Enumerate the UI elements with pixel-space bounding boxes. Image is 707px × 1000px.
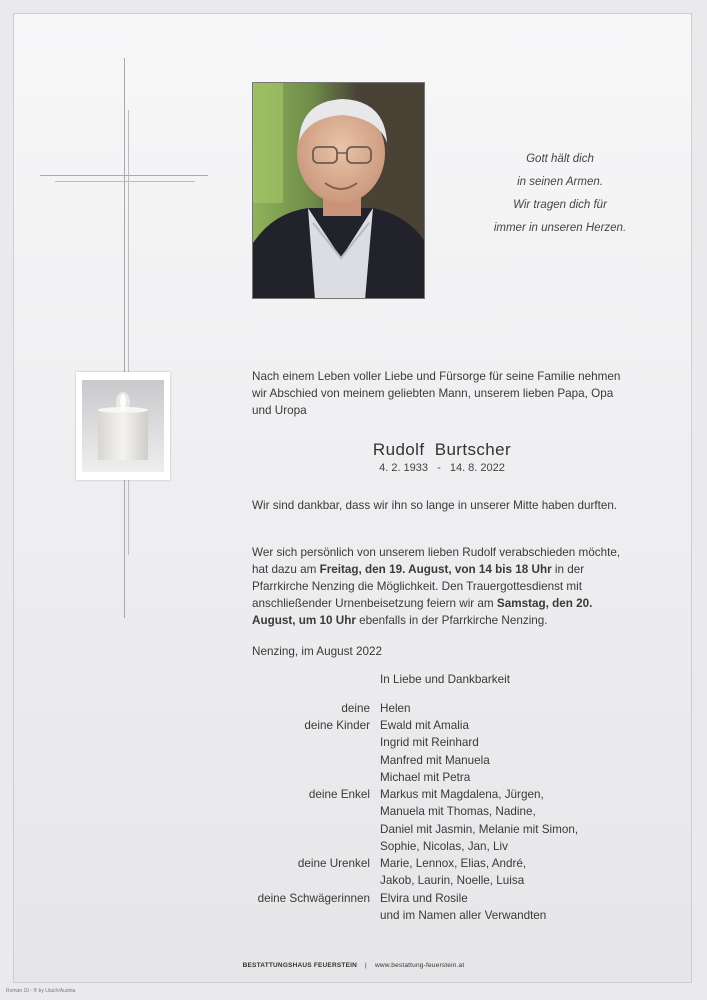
farewell-text bbox=[252, 544, 632, 629]
family-member: Markus mit Magdalena, Jürgen, bbox=[380, 788, 544, 801]
family-row bbox=[180, 857, 640, 874]
farewell-viewing-time: Freitag, den 19. August, von 14 bis 18 Uhr bbox=[319, 563, 552, 576]
family-row bbox=[180, 771, 640, 788]
family-row bbox=[180, 805, 640, 822]
family-role: deine Urenkel bbox=[297, 857, 370, 870]
family-member: Elvira und Rosile bbox=[380, 892, 468, 905]
family-member: Marie, Lennox, Elias, André, bbox=[380, 857, 527, 870]
family-member: Sophie, Nicolas, Jan, Liv bbox=[380, 840, 508, 853]
quote-line-2: in seinen Armen. bbox=[517, 176, 603, 188]
life-dates bbox=[252, 462, 632, 474]
family-row bbox=[180, 823, 640, 840]
family-member: Daniel mit Jasmin, Melanie mit Simon, bbox=[380, 823, 579, 836]
family-member: Manfred mit Manuela bbox=[380, 754, 490, 767]
family-member: Ewald mit Amalia bbox=[380, 719, 469, 732]
family-member: Jakob, Laurin, Noelle, Luisa bbox=[380, 874, 525, 887]
family-role: deine bbox=[341, 702, 370, 715]
portrait-photo bbox=[252, 82, 425, 299]
family-role: deine Kinder bbox=[304, 719, 370, 732]
family-member: Michael mit Petra bbox=[380, 771, 471, 784]
footer-separator: | bbox=[365, 962, 367, 969]
family-row bbox=[180, 719, 640, 736]
place-date: Nenzing, im August 2022 bbox=[252, 645, 382, 658]
birth-date: 4. 2. 1933 bbox=[379, 462, 429, 474]
family-row bbox=[180, 874, 640, 891]
farewell-part-3: ebenfalls in der Pfarrkirche Nenzing. bbox=[355, 614, 548, 627]
family-row bbox=[180, 840, 640, 857]
family-role: deine Enkel bbox=[308, 788, 370, 801]
family-row bbox=[180, 736, 640, 753]
gratitude-text: Wir sind dankbar, dass wir ihn so lange in unserer Mitte haben durften. bbox=[252, 499, 618, 512]
family-member: Manuela mit Thomas, Nadine, bbox=[380, 805, 536, 818]
closing-text: In Liebe und Dankbarkeit bbox=[380, 673, 510, 686]
intro-text: Nach einem Leben voller Liebe und Fürsorge für seine Familie nehmen wir Abschied von meinem geliebten Mann, unserem lieben Papa, Opa und Uropa bbox=[252, 370, 621, 417]
farewell-part-2: in der Pfarrkirche Nenzing die Möglichkeit. Den Trauergottesdienst mit anschließender Urnenbeisetzung feiern wir am bbox=[252, 563, 585, 610]
family-row bbox=[180, 702, 640, 719]
date-separator: - bbox=[437, 462, 441, 474]
footer bbox=[0, 962, 707, 969]
funeral-home-url: www.bestattung-feuerstein.at bbox=[374, 962, 465, 969]
family-row bbox=[180, 754, 640, 771]
candle-image bbox=[76, 372, 170, 480]
family-member: Ingrid mit Reinhard bbox=[380, 736, 479, 749]
death-date: 14. 8. 2022 bbox=[449, 462, 505, 474]
imprint: Roman 10 - ® by Lilach/Austria bbox=[6, 988, 76, 994]
quote-line-3: Wir tragen dich für bbox=[513, 199, 607, 211]
quote-line-4: immer in unseren Herzen. bbox=[493, 222, 627, 234]
family-role: deine Schwägerinnen bbox=[257, 892, 370, 905]
family-member: und im Namen aller Verwandten bbox=[380, 909, 547, 922]
family-row bbox=[180, 788, 640, 805]
funeral-home-name: BESTATTUNGSHAUS FEUERSTEIN bbox=[242, 962, 358, 969]
farewell-part-1: Wer sich persönlich von unserem lieben Rudolf verabschieden möchte, hat dazu am bbox=[252, 546, 621, 576]
farewell-service-time: Samstag, den 20. August, um 10 Uhr bbox=[252, 597, 593, 627]
quote-line-1: Gott hält dich bbox=[526, 153, 594, 165]
family-row bbox=[180, 892, 640, 909]
family-member: Helen bbox=[380, 702, 411, 715]
deceased-name: Rudolf Burtscher bbox=[372, 440, 512, 459]
quote bbox=[460, 148, 660, 240]
family-row bbox=[180, 909, 640, 926]
